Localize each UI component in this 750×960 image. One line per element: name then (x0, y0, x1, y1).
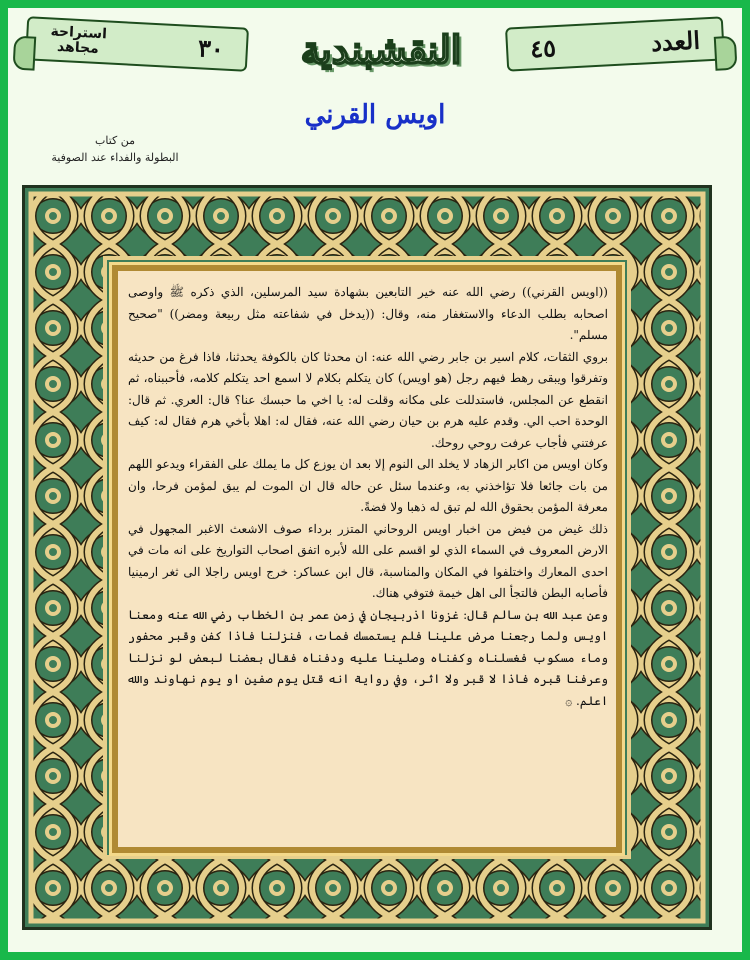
issue-banner (505, 16, 725, 71)
issue-label: العدد (650, 25, 701, 57)
article-paragraph: بروي الثقات، كلام اسير بن جابر رضي الله عنه: ان محدثا كان بالكوفة يحدثنا، فاذا فرغ من حديثه وتفرقوا ويبقى رهط فيهم رجل (هو اويس) كان يتكلم بكلام لا اسمع احد يتكلم كلامه، فأحببناه، ثم انقطع عن المجلس، فاستدللت على مكانه وقلت له: يا اخي ما حبسك عنا؟ قال: العري. ثم قال: الوحدة احب الي. وقدم عليه هرم بن حيان رضي الله عنه، فقال له: اهلا بأخي هرم فقال له: كيف عرفتني فأجاب عرفت روحي روحك. (128, 349, 608, 450)
article-paragraph: ذلك غيض من فيض من اخبار اويس الروحاني المتزر برداء صوف الاشعث الاغبر المجهول في الارض المعروف في السماء الذي لو اقسم على الله لأبره اتفق اصحاب التواريخ على انه مات في احدى المعارك واختلفوا في المكان والمناسبة، قال ابن عساكر: خرج اويس راجلا الى ثغر ارمينيا فأصابه البطن فالتجأ الى اهل خيمة فتوفي هناك. (128, 521, 608, 600)
issue-number: ٤٥ (529, 32, 557, 63)
page-number: ٣٠ (197, 32, 225, 64)
section-label-line1: استراحة (50, 23, 108, 43)
article-paragraph: وكان اويس من اكابر الزهاد لا يخلد الى النوم إلا بعد ان يوزع كل ما يملك على الفقراء ويدعو اللهم من بات جائعا فلا تؤاخذني به، وعندما سئل عن حاله قال ان الموت لم يبق لمؤمن فرحا، وان معرفة المؤمن بحقوق الله لم تبق له ذهبا ولا فضةً. (128, 457, 608, 514)
source-line-2: البطولة والفداء عند الصوفية (51, 151, 179, 164)
logo-text: النقشبندية (300, 26, 462, 72)
article-paragraph: وعن عبد الله بن سالم قال: غزونا اذربيجان في زمن عمر بن الخطاب رضي الله عنه ومعنا اويس ولما رجعنا مرض علينا فلم يستمسك فمات، فنزلنا فاذا كفن وقبر محفور وماء مسكوب فغسلناه وكفناه وصلينا عليه ودفناه فقال بعضنا لبعض لو نزلنا وعرفنا قبره فاذا لا قبر ولا اثر، وفي رواية انه قتل يوم صفين او يوم نهاوند والله اعلم. ۞ (128, 607, 608, 708)
article-body (128, 282, 608, 842)
section-label-line2: مجاهد (56, 38, 100, 57)
banner-scroll-curl (12, 36, 36, 71)
magazine-logo (270, 18, 492, 80)
section-label (49, 24, 107, 57)
source-line-1: من كتاب (94, 134, 136, 147)
banner-scroll-curl (714, 36, 738, 71)
source-note (40, 132, 190, 166)
header-bar (8, 8, 742, 98)
article-paragraph: ((اويس القرني)) رضي الله عنه خير التابعين بشهادة سيد المرسلين، الذي ذكره ﷺ واوصى اصحابه بطلب الدعاء والاستغفار منه، وقال: ((يدخل في شفاعته مثل ربيعة ومضر)) "صحيح مسلم". (128, 285, 608, 342)
article-title: اويس القرني (304, 100, 446, 130)
page-number-banner (25, 16, 249, 72)
